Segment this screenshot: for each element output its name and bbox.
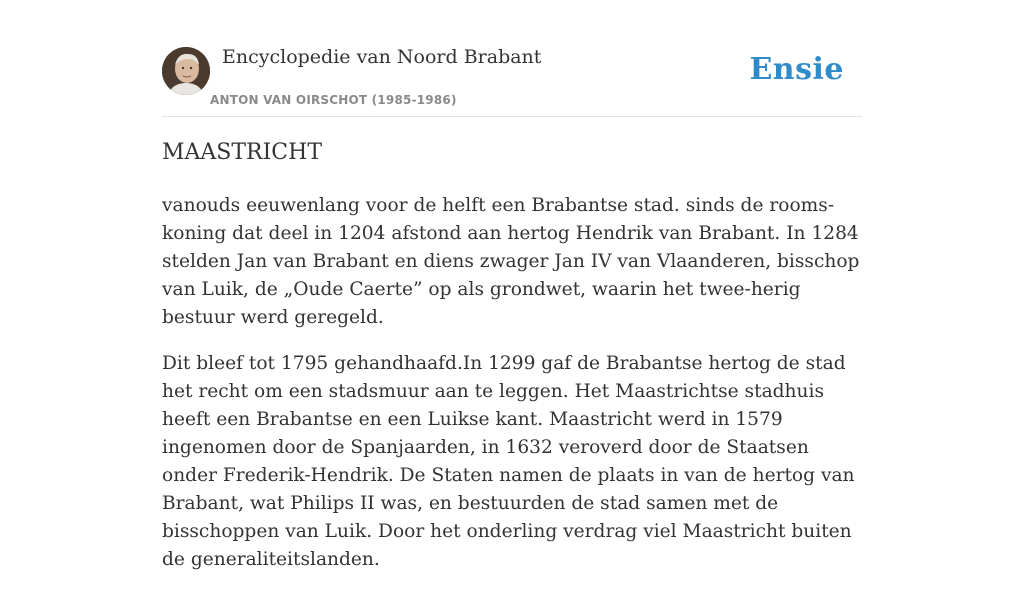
article-page: [162, 0, 862, 570]
source-title[interactable]: Encyclopedie van Noord Brabant: [222, 46, 542, 68]
entry-title: MAASTRICHT: [162, 140, 322, 165]
entry-content: [162, 192, 862, 592]
article-header: [162, 0, 862, 117]
ensie-logo[interactable]: Ensie: [749, 52, 844, 87]
author-avatar[interactable]: [162, 47, 210, 95]
entry-paragraph: vanouds eeuwenlang voor de helft een Brabantse stad. sinds de rooms-koning dat deel in 1204 afstond aan hertog Hendrik van Brabant. In 1284 stelden Jan van Brabant en diens zwager Jan IV van Vlaanderen, bisschop van Luik, de „Oude Caerte” op als grondwet, waarin het twee-herig bestuur werd geregeld.: [162, 195, 860, 328]
author-name[interactable]: ANTON VAN OIRSCHOT (1985-1986): [210, 93, 457, 107]
entry-paragraph: Dit bleef tot 1795 gehandhaafd.In 1299 gaf de Brabantse hertog de stad het recht om een stadsmuur aan te leggen. Het Maastrichtse stadhuis heeft een Brabantse en een Luikse kant. Maastricht werd in 1579 ingenomen door de Spanjaarden, in 1632 veroverd door de Staatsen onder Frederik-Hendrik. De Staten namen de plaats in van de hertog van Brabant, wat Philips II was, en bestuurden de stad samen met de bisschoppen van Luik. Door het onderling verdrag viel Maastricht buiten de generaliteitslanden.: [162, 353, 855, 570]
author-portrait-icon: [162, 47, 210, 95]
